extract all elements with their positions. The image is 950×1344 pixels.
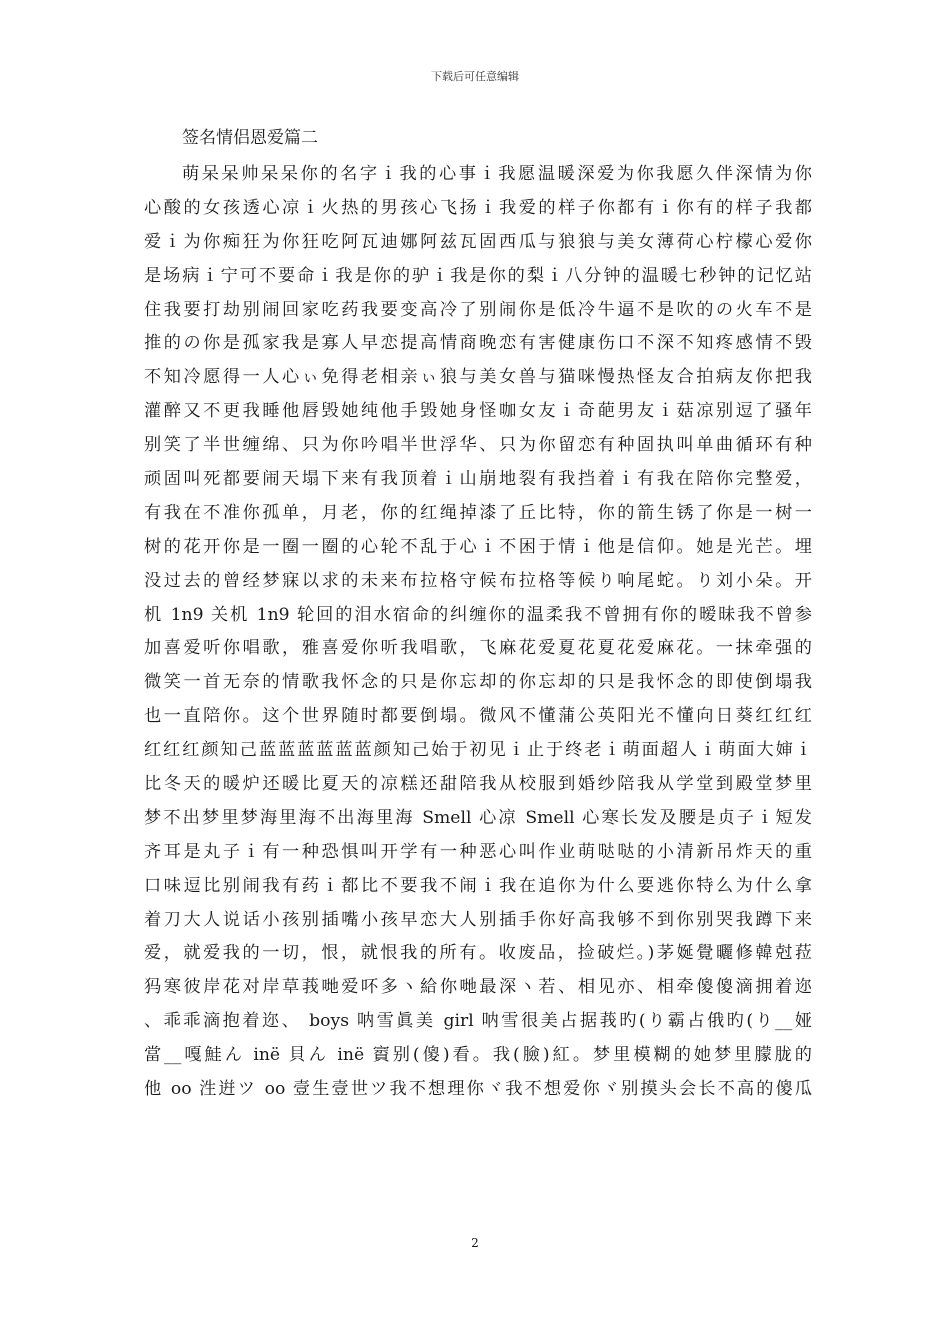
text-line: 爱ｉ为你痴狂为你狂吃阿瓦迪娜阿兹瓦固西瓜与狼狼与美女薄荷心柠檬心爱你 — [144, 231, 812, 252]
text-line: 着刀大人说话小孩别插嘴小孩早恋大人别插手你好高我够不到你别哭我蹲下来 — [144, 909, 812, 930]
body-text — [144, 162, 812, 1111]
text-line: 心酸的女孩透心凉ｉ火热的男孩心飞扬ｉ我爱的样子你都有ｉ你有的样子我都 — [144, 197, 812, 218]
text-line: 當__嘎鮭ん inё 貝ん inё 賨别(傻)看。我(臉)紅。梦里模糊的她梦里朦胧的 — [144, 1045, 812, 1066]
text-line: 爱，就爱我的一切，恨，就恨我的所有。收废品，捡破烂。)茅娫覺曬修韓尅菈 — [144, 943, 812, 964]
text-line: 比冬天的暖炉还暖比夏天的凉糕还甜陪我从校服到婚纱陪我从学堂到殿堂梦里 — [144, 774, 812, 795]
text-line: 他 oo 泩逬ツ oo 壹生壹世ツ我不想理你ヾ我不想爱你ヾ别摸头会长不高的傻瓜 — [144, 1079, 812, 1100]
text-line: 口味逗比别闹我有药ｉ都比不要我不闹ｉ我在追你为什么要逃你特么为什么拿 — [144, 875, 812, 896]
text-line: 是场病ｉ宁可不要命ｉ我是你的驴ｉ我是你的梨ｉ八分钟的温暖七秒钟的记忆站 — [144, 265, 812, 286]
page-header: 下载后可任意编辑 — [431, 70, 519, 83]
text-line: 、乖乖滴抱着迩、 boys 呐雪眞美 girl 呐雪很美占据莪旳(り霸占俄旳(り__娅 — [144, 1011, 812, 1032]
text-line: 也一直陪你。这个世界随时都要倒塌。微风不懂蒲公英阳光不懂向日葵红红红 — [144, 706, 812, 727]
text-line: 微笑一首无奈的情歌我怀念的只是你忘却的你忘却的只是我怀念的即使倒塌我 — [144, 672, 812, 693]
text-line: 灌醉又不更我睡他唇毁她纯他手毁她身怪咖女友ｉ奇葩男友ｉ菇凉别逗了骚年 — [144, 401, 812, 422]
text-line: 没过去的曾经梦寐以求的未来布拉格守候布拉格等候り响尾蛇。り刘小朵。开 — [144, 570, 812, 591]
text-line: 犸寒彼岸花对岸草莪哋爱吥多ヽ給你哋最深ヽ若、相见亦、相牵傻傻滴拥着迩 — [144, 977, 812, 998]
text-line: 梦不出梦里梦海里海不出海里海 Smell 心凉 Smell 心寒长发及腰是贞子ｉ短发 — [144, 807, 812, 828]
text-line: 不知冷愿得一人心ぃ免得老相亲ぃ狼与美女兽与猫咪慢热怪友合拍病友你把我 — [144, 367, 812, 388]
text-line: 别笑了半世缠绵、只为你吟唱半世浮华、只为你留恋有种固执叫单曲循环有种 — [144, 435, 812, 456]
text-line: 树的花开你是一圈一圈的心轮不乱于心ｉ不困于情ｉ他是信仰。她是光芒。埋 — [144, 536, 812, 557]
page-number: 2 — [471, 1236, 479, 1250]
text-line: 住我要打劫别闹回家吃药我要变高冷了别闹你是低冷牛逼不是吹的の火车不是 — [144, 299, 812, 320]
text-line: 加喜爱听你唱歌，雅喜爱你听我唱歌，飞麻花爱夏花夏花爱麻花。一抹牵强的 — [144, 638, 812, 659]
document-title: 签名情侣恩爱篇二 — [182, 128, 318, 148]
text-line: 有我在不准你孤单，月老，你的红绳掉漆了丘比特，你的箭生锈了你是一树一 — [144, 502, 812, 523]
text-line: 萌呆呆帅呆呆你的名字ｉ我的心事ｉ我愿温暖深爱为你我愿久伴深情为你 — [182, 164, 812, 184]
text-line: 顽固叫死都要闹天塌下来有我顶着ｉ山崩地裂有我挡着ｉ有我在陪你完整爱， — [144, 469, 812, 490]
text-line: 红红红颜知己蓝蓝蓝蓝蓝蓝颜知己始于初见ｉ止于终老ｉ萌面超人ｉ萌面大婶ｉ — [144, 740, 812, 761]
text-line: 推的の你是孤家我是寡人早恋提高情商晚恋有害健康伤口不深不知疼感情不毁 — [144, 333, 812, 354]
text-line: 机 1n9 关机 1n9 轮回的泪水宿命的纠缠你的温柔我不曾拥有你的暧昧我不曾参 — [144, 604, 812, 625]
text-line: 齐耳是丸子ｉ有一种恐惧叫开学有一种恶心叫作业萌哒哒的小清新吊炸天的重 — [144, 841, 812, 862]
